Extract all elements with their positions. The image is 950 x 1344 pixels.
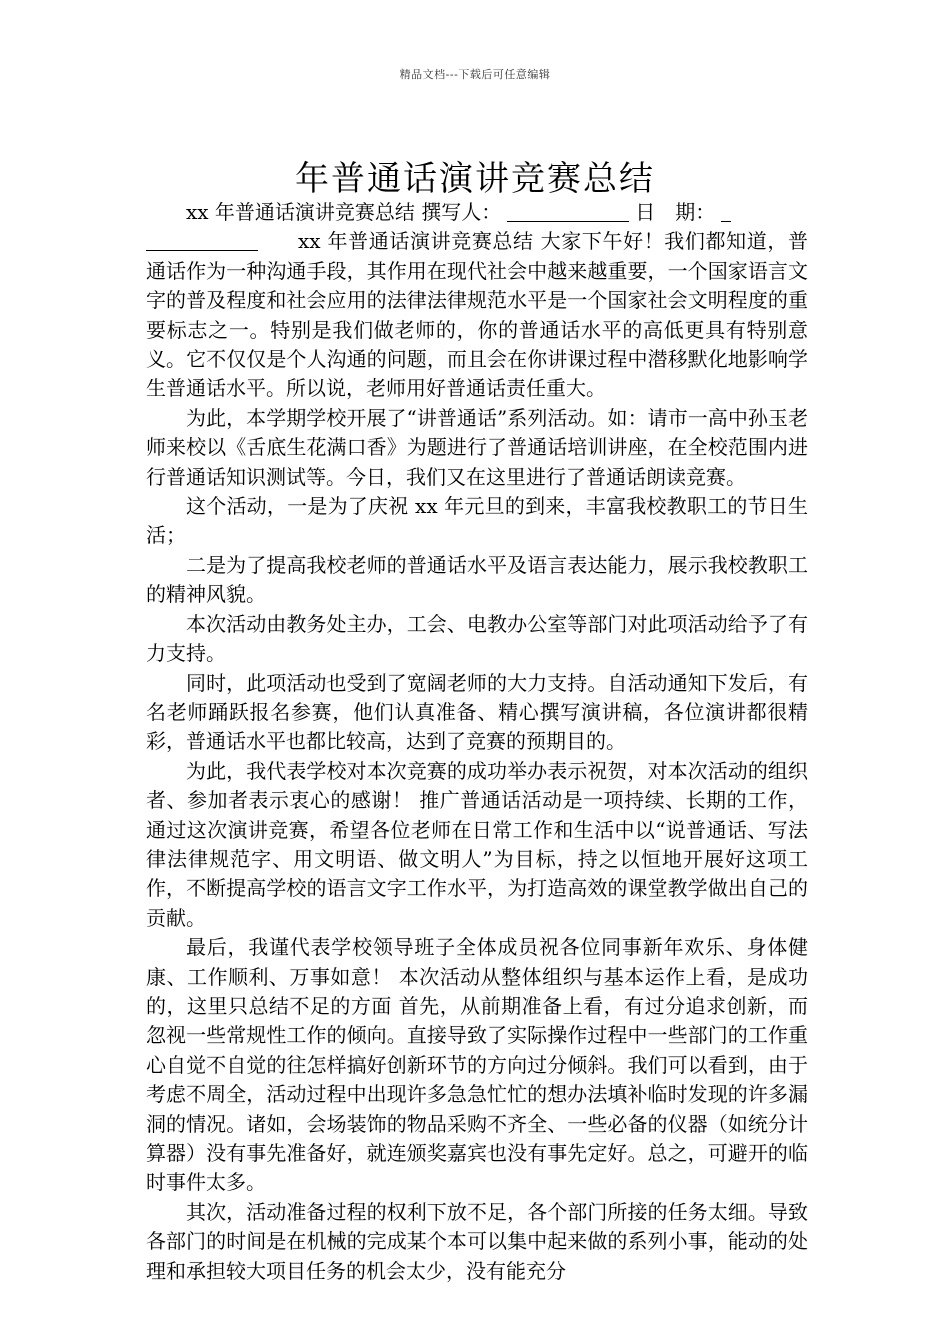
meta-line [146, 198, 808, 227]
paragraph: 二是为了提高我校老师的普通话水平及语言表达能力，展示我校教职工的精神风貌。 [146, 552, 808, 607]
paragraph: 同时，此项活动也受到了宽阔老师的大力支持。自活动通知下发后，有 名老师踊跃报名参赛，他们认真准备、精心撰写演讲稿，各位演讲都很精彩，普通话水平也都比较高，达到了竞赛的预期目的。 [146, 670, 808, 754]
paragraph: 本次活动由教务处主办，工会、电教办公室等部门对此项活动给予了有力支持。 [146, 611, 808, 666]
paragraph: 最后，我谨代表学校领导班子全体成员祝各位同事新年欢乐、身体健康、工作顺利、万事如意！ 本次活动从整体组织与基本运作上看，是成功的，这里只总结不足的方面 首先，从前期准备上看，有过分追求创新，而忽视一些常规性工作的倾向。直接导致了实际操作过程中一些部门的工作重心自觉不自觉的往怎样搞好创新环节的方向过分倾斜。我们可以看到，由于考虑不周全，活动过程中出现许多急急忙忙的想办法填补临时发现的许多漏洞的情况。诸如，会场装饰的物品采购不齐全、一些必备的仪器（如统分计算器）没有事先准备好，就连颁奖嘉宾也没有事先定好。总之，可避开的临时事件太多。 [146, 935, 808, 1195]
author-blank [507, 201, 629, 222]
paragraph: 为此，我代表学校对本次竞赛的成功举办表示祝贺，对本次活动的组织者、参加者表示衷心的感谢！ 推广普通话活动是一项持续、长期的工作，通过这次演讲竞赛，希望各位老师在日常工作和生活中以“说普通话、写法律法律规范字、用文明语、做文明人”为目标，持之以恒地开展好这项工作，不断提高学校的语言文字工作水平，为打造高效的课堂教学做出自己的贡献。 [146, 758, 808, 930]
date-label: 日 期： [635, 200, 716, 224]
date-blank-continued [146, 230, 258, 251]
meta-lead-text: xx 年普通话演讲竞赛总结 撰写人： [186, 200, 502, 224]
paragraph: 其次，活动准备过程的权利下放不足，各个部门所接的任务太细。导致各部门的时间是在机械的完成某个本可以集中起来做的系列小事，能动的处理和承担较大项目任务的机会太少，没有能充分 [146, 1199, 808, 1283]
intro-text: xx 年普通话演讲竞赛总结 大家下午好！我们都知道，普通话作为一种沟通手段，其作用在现代社会中越来越重要，一个国家语言文字的普及程度和社会应用的法律法律规范水平是一个国家社会文明程度的重要标志之一。特别是我们做老师的，你的普通话水平的高低更具有特别意义。它不仅仅是个人沟通的问题，而且会在你讲课过程中潜移默化地影响学生普通话水平。所以说，老师用好普通话责任重大。 [146, 229, 808, 401]
paragraph: 这个活动，一是为了庆祝 xx 年元旦的到来，丰富我校教职工的节日生活； [146, 494, 808, 548]
date-blank [721, 201, 731, 222]
header-note: 精品文档---下载后可任意编辑 [399, 68, 551, 81]
document-title: 年普通话演讲竞赛总结 [295, 158, 655, 199]
intro-paragraph [146, 227, 808, 403]
document-body [146, 198, 808, 1286]
paragraph: 为此，本学期学校开展了“讲普通话”系列活动。如：请市一高中孙玉老师来校以《舌底生花满口香》为题进行了普通话培训讲座，在全校范围内进行普通话知识测试等。今日，我们又在这里进行了普通话朗读竞赛。 [146, 405, 808, 489]
